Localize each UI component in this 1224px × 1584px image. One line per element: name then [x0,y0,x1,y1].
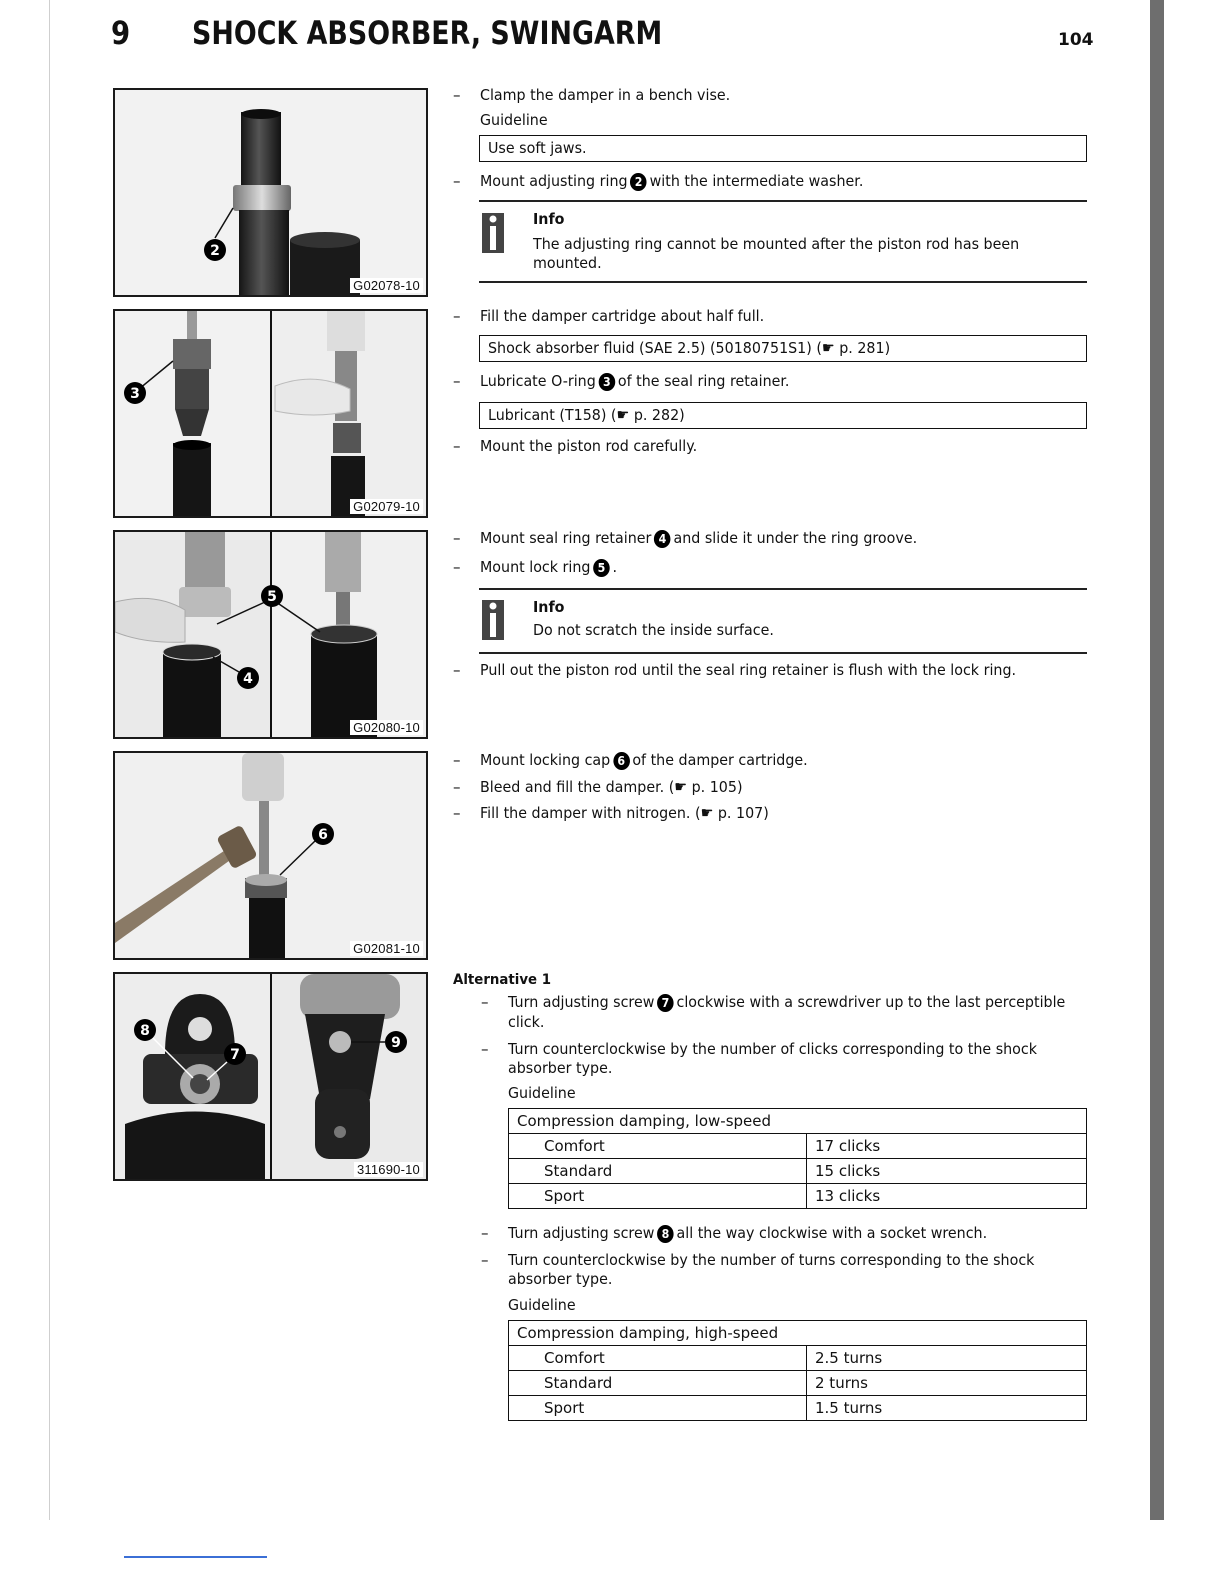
badge-7: 7 [657,994,674,1012]
step-dash: – [453,661,461,679]
info-divider-bottom [479,652,1087,654]
step-dash: – [481,1251,489,1269]
step-dash: – [481,1224,489,1242]
page-number: 104 [1058,30,1094,50]
table-title: Compression damping, low-speed [509,1109,1087,1134]
step-dash: – [453,778,461,796]
step-bleed-link[interactable]: Bleed and fill the damper. (☛ p. 105) [480,778,743,796]
figure-label: G02079-10 [350,499,423,514]
table-row: Standard 15 clicks [509,1159,1087,1184]
info-title: Info [533,210,565,228]
info-icon [482,213,504,253]
step-mount-piston: Mount the piston rod carefully. [480,437,698,455]
info-icon [482,600,504,640]
callout-7: 7 [230,1047,240,1063]
step-ccw-turns: Turn counterclockwise by the number of turns corresponding to the shock [508,1251,1035,1269]
locking-cap-illustration [115,753,428,960]
seal-retainer-illustration [115,532,428,739]
lubricant-spec: Lubricant (T158) (☛ p. 282) [488,406,685,424]
guideline-soft-jaws: Use soft jaws. [488,139,587,157]
step-turn-screw-7: Turn adjusting screw 7 clockwise with a screwdriver up to the last perceptible [508,993,1066,1011]
callout-5: 5 [267,589,277,605]
step-seal-retainer: Mount seal ring retainer 4 and slide it under the ring groove. [480,529,918,547]
chapter-number: 9 [111,14,131,52]
scrollbar-track[interactable] [1150,0,1164,1520]
bottom-link-underline[interactable] [124,1556,267,1558]
guideline-label: Guideline [508,1296,576,1314]
figure-locking-cap [113,751,428,960]
table-row: Comfort 17 clicks [509,1134,1087,1159]
step-dash: – [453,372,461,390]
step-lock-ring: Mount lock ring 5 . [480,558,618,576]
adjusting-screws-illustration [115,974,428,1181]
info-title: Info [533,598,565,616]
step-fill-half: Fill the damper cartridge about half full. [480,307,765,325]
step-lubricate: Lubricate O-ring 3 of the seal ring retainer. [480,372,790,390]
step-dash: – [453,558,461,576]
table-row: Comfort 2.5 turns [509,1346,1087,1371]
info-text-1: The adjusting ring cannot be mounted after the piston rod has been [533,235,1020,253]
damper-illustration [115,90,428,297]
step-dash: – [453,86,461,104]
step-dash: – [481,993,489,1011]
badge-3: 3 [599,373,616,391]
figure-label: G02080-10 [350,720,423,735]
guideline-label: Guideline [480,111,548,129]
table-low-speed [508,1108,1087,1209]
figure-oring [113,309,428,518]
lubricant-box [479,402,1087,429]
step-ccw-turns-cont: absorber type. [508,1270,613,1288]
table-high-speed [508,1320,1087,1421]
step-turn-screw-8: Turn adjusting screw 8 all the way clockwise with a socket wrench. [508,1224,988,1242]
step-dash: – [453,437,461,455]
step-turn-screw-7-cont: click. [508,1013,545,1031]
badge-6: 6 [613,752,630,770]
step-dash: – [453,804,461,822]
table-row: Standard 2 turns [509,1371,1087,1396]
step-mount-ring: Mount adjusting ring 2 with the intermediate washer. [480,172,864,190]
step-dash: – [453,529,461,547]
page-left-rule [49,0,50,1520]
figure-label: 311690-10 [354,1162,423,1177]
step-ccw-clicks-cont: absorber type. [508,1059,613,1077]
step-pull-out: Pull out the piston rod until the seal ring retainer is flush with the lock ring. [480,661,1017,679]
info-text: Do not scratch the inside surface. [533,621,774,639]
callout-2: 2 [210,243,220,259]
badge-8: 8 [657,1225,674,1243]
badge-2: 2 [630,173,647,191]
piston-rod-illustration [115,311,428,518]
step-dash: – [453,307,461,325]
table-title: Compression damping, high-speed [509,1321,1087,1346]
step-locking-cap: Mount locking cap 6 of the damper cartridge. [480,751,808,769]
alternative-title: Alternative 1 [453,972,552,988]
figure-seal-retainer [113,530,428,739]
step-clamp: Clamp the damper in a bench vise. [480,86,731,104]
callout-9: 9 [391,1035,401,1051]
callout-6: 6 [318,827,328,843]
figure-adjusting-screws [113,972,428,1181]
figure-adjusting-ring [113,88,428,297]
figure-label: G02081-10 [350,941,423,956]
info-divider-bottom [479,281,1087,283]
step-dash: – [453,172,461,190]
step-dash: – [481,1040,489,1058]
chapter-title: SHOCK ABSORBER, SWINGARM [192,14,663,52]
step-dash: – [453,751,461,769]
fluid-box [479,335,1087,362]
info-text-2: mounted. [533,254,602,272]
fluid-spec: Shock absorber fluid (SAE 2.5) (50180751S1) (☛ p. 281) [488,339,891,357]
callout-4: 4 [243,671,253,687]
guideline-box [479,135,1087,162]
step-nitrogen-link[interactable]: Fill the damper with nitrogen. (☛ p. 107) [480,804,769,822]
info-divider-top [479,200,1087,202]
callout-3: 3 [130,386,140,402]
table-row: Sport 1.5 turns [509,1396,1087,1421]
table-row: Sport 13 clicks [509,1184,1087,1209]
info-divider-top [479,588,1087,590]
guideline-label: Guideline [508,1084,576,1102]
callout-8: 8 [140,1023,150,1039]
badge-4: 4 [654,530,671,548]
badge-5: 5 [593,559,610,577]
figure-label: G02078-10 [350,278,423,293]
step-ccw-clicks: Turn counterclockwise by the number of clicks corresponding to the shock [508,1040,1038,1058]
